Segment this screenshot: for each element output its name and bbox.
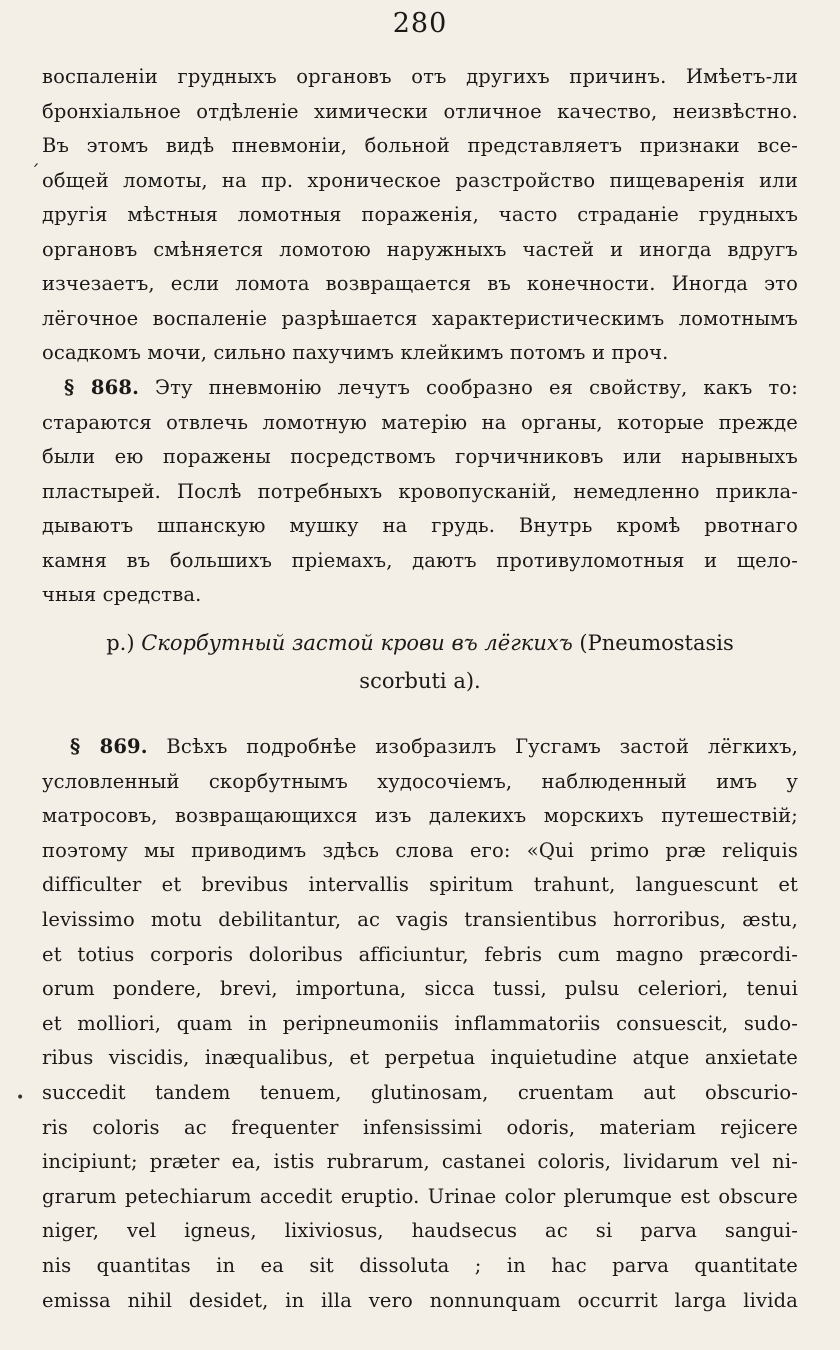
text-line: emissa nihil desidet, in illa vero nonnunquam occurrit larga livida [42,1288,798,1312]
text-line: grarum petechiarum accedit eruptio. Urinae color plerumque est obscure [42,1184,798,1208]
paragraph-868 [42,371,798,613]
section-number: § 868. [64,376,140,399]
heading-letter: р.) [106,631,135,655]
text-line: осадкомъ мочи, сильно пахучимъ клейкимъ потомъ и проч. [42,341,669,364]
section-number: § 869. [70,735,148,758]
page-number: 280 [392,8,448,39]
section-heading [60,624,780,700]
paragraph-869 [42,730,798,1318]
text-line: niger, vel igneus, lixiviosus, haudsecus ac si parva sangui- [42,1219,798,1243]
margin-dot-mark: • [16,1090,25,1106]
text-line: дываютъ шпанскую мушку на грудь. Внутрь кромѣ рвотнаго [42,514,798,537]
text-line: § 869. Всѣхъ подробнѣе изобразилъ Гусгамъ застой лёгкихъ, [70,735,798,758]
text-line: succedit tandem tenuem, glutinosam, cruentam aut obscurio- [42,1080,798,1104]
text-line: органовъ смѣняется ломотою наружныхъ частей и иногда вдругъ [42,237,798,261]
text-line: nis quantitas in ea sit dissoluta ; in hac parva quantitate [42,1253,798,1277]
text-line: были ею поражены посредствомъ горчичниковъ или нарывныхъ [42,445,798,468]
text-line: et molliori, quam in peripneumoniis inflammatoriis consuescit, sudo- [42,1011,798,1035]
heading-latin-continuation: scorbuti a). [359,669,481,693]
text-line: стараются отвлечь ломотную матерію на органы, которые прежде [42,410,798,434]
heading-title: Скорбутный застой крови въ лёгкихъ [141,631,573,655]
heading-line [60,624,780,662]
text-line: orum pondere, brevi, importuna, sicca tussi, pulsu celeriori, tenui [42,977,798,1001]
text-line: levissimo motu debilitantur, ac vagis transientibus horroribus, æstu, [42,907,798,931]
text-line: другія мѣстныя ломотныя пораженія, часто страданіе грудныхъ [42,203,798,226]
text-line: изчезаетъ, если ломота возвращается въ конечности. Иногда это [42,272,798,295]
text-line: общей ломоты, на пр. хроническое разстройство пищеваренія или [42,168,798,192]
margin-tick-mark: ˊ [30,160,40,184]
text-line: поэтому мы приводимъ здѣсь слова его: «Qui primo præ reliquis [42,838,798,862]
text-line: Въ этомъ видѣ пневмоніи, больной представляетъ признаки все- [42,134,798,157]
text-line: et totius corporis doloribus afficiuntur, febris cum magno præcordi- [42,942,798,966]
paragraph-continuation [42,60,798,371]
text-line: бронхіальное отдѣленіе химически отличное качество, неизвѣстно. [42,99,798,123]
heading-latin: (Pneumostasis [579,631,734,655]
text-line: ribus viscidis, inæqualibus, et perpetua inquietudine atque anxietate [42,1046,798,1070]
text-line: ris coloris ac frequenter infensissimi odoris, materiam rejicere [42,1115,798,1139]
text-line: лёгочное воспаленіе разрѣшается характеристическимъ ломотнымъ [42,306,798,330]
text-line: incipiunt; præter ea, istis rubrarum, castanei coloris, lividarum vel ni- [42,1150,798,1174]
text-line: difficulter et brevibus intervallis spiritum trahunt, languescunt et [42,873,798,897]
text-line: § 868. Эту пневмонію лечутъ сообразно ея свойству, какъ то: [64,376,798,399]
text-line: матросовъ, возвращающихся изъ далекихъ морскихъ путешествій; [42,804,798,828]
text-line: чныя средства. [42,583,202,606]
text-line: условленный скорбутнымъ худосочіемъ, наблюденный имъ у [42,769,798,793]
text-line: пластырей. Послѣ потребныхъ кровопусканій, немедленно прикла- [42,479,798,503]
text-line: воспаленіи грудныхъ органовъ отъ другихъ причинъ. Имѣетъ-ли [42,65,798,88]
text-line: камня въ большихъ пріемахъ, даютъ противуломотныя и щело- [42,548,798,572]
